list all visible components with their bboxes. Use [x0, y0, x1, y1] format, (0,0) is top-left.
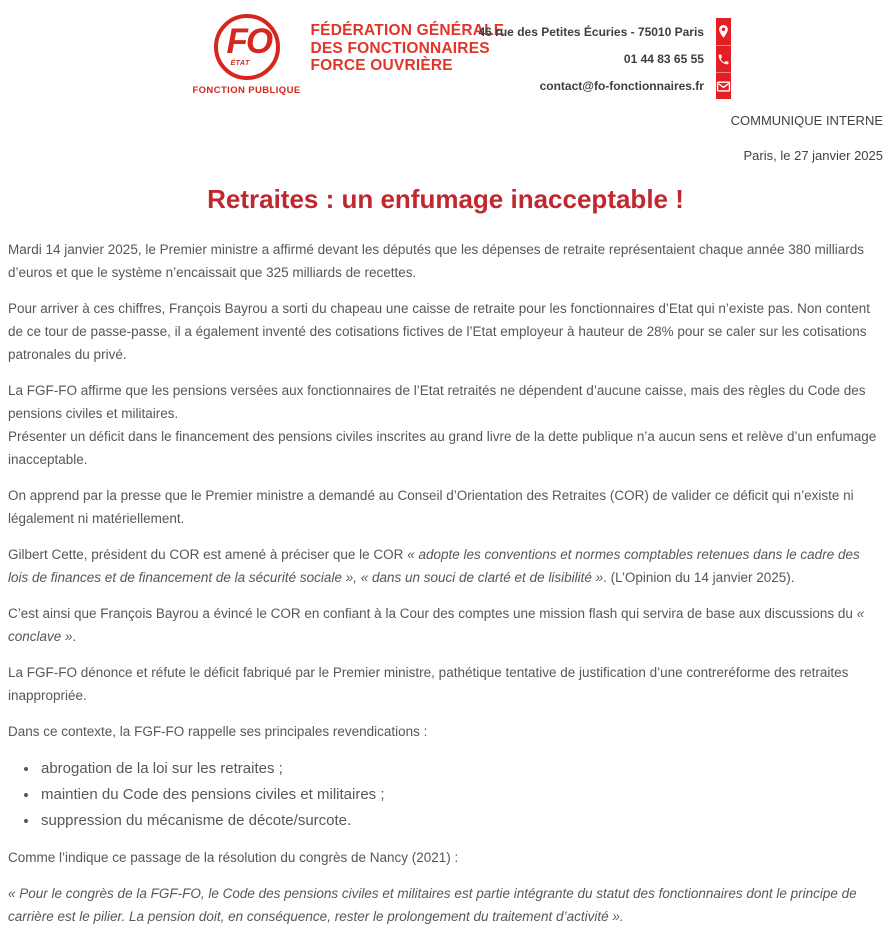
contact-icon-bar	[716, 18, 731, 99]
list-item-abrogation: • abrogation de la loi sur les retraites ;	[39, 756, 883, 782]
org-name-line2: DES FONCTIONNAIRES	[310, 39, 490, 57]
fo-logo-etat-text: ÉTAT	[230, 60, 250, 67]
paragraph-revendications-intro	[8, 720, 883, 743]
dateline: Paris, le 27 janvier 2025	[743, 148, 883, 163]
paragraph-text: La FGF-FO dénonce et réfute le déficit fabriqué par le Premier ministre, pathétique tentative de justification d’une contreréforme des retraites inappropriée.	[8, 665, 849, 703]
contact-address: 46 rue des Petites Écuries - 75010 Paris	[478, 24, 704, 39]
contact-block	[479, 8, 716, 99]
paragraph-text: C’est ainsi que François Bayrou a évincé le COR en confiant à la Cour des comptes une mission flash qui servira de base aux discussions du	[8, 606, 857, 621]
org-name-line1: FÉDÉRATION GÉNÉRALE	[310, 22, 505, 39]
fo-logo-text: FO	[226, 22, 272, 61]
fo-logo-circle	[214, 14, 280, 80]
paragraph-gilbert-cette	[8, 543, 883, 589]
document-meta	[8, 113, 883, 163]
paragraph-resolution-quote	[8, 882, 883, 928]
paragraph-text: Gilbert Cette, président du COR est amené à préciser que le COR	[8, 547, 408, 562]
revendications-list	[8, 756, 883, 834]
contact-email: contact@fo-fonctionnaires.fr	[539, 78, 704, 93]
contact-phone: 01 44 83 65 55	[623, 51, 704, 66]
document-title: Retraites : un enfumage inacceptable !	[207, 184, 684, 214]
document-body	[8, 238, 883, 928]
fonction-publique-label: FONCTION PUBLIQUE	[192, 85, 301, 96]
fo-logo	[192, 8, 301, 96]
communique-page	[0, 8, 891, 928]
paragraph-bayrou-caisse	[8, 297, 883, 366]
paragraph-text: Comme l’indique ce passage de la résolution du congrès de Nancy (2021) :	[8, 850, 459, 865]
organization-name	[310, 8, 505, 75]
envelope-icon	[716, 72, 731, 99]
paragraph-congres-nancy-intro	[8, 846, 883, 869]
paragraph-text: Pour arriver à ces chiffres, François Bayrou a sorti du chapeau une caisse de retraite pour les fonctionnaires d’Etat qui n’existe pas. Non content de ce tour de passe-passe, il a également inventé des cotisations fictives de l’Etat employeur à hauteur de 28% pour se caler sur les cotisations patronales du privé.	[8, 301, 870, 362]
document-type-label: COMMUNIQUE INTERNE	[730, 113, 883, 128]
paragraph-text: Dans ce contexte, la FGF-FO rappelle ses principales revendications :	[8, 724, 428, 739]
quote-italic: « Pour le congrès de la FGF-FO, le Code des pensions civiles et militaires est partie intégrante du statut des fonctionnaires dont le principe de carrière est le pilier. La pension doit, en conséquence, rester le prolongement du traitement d’activité ».	[8, 886, 857, 924]
paragraph-text: On apprend par la presse que le Premier ministre a demandé au Conseil d’Orientation des Retraites (COR) de valider ce déficit qui n’existe ni légalement ni matériellement.	[8, 488, 854, 526]
paragraph-cour-des-comptes	[8, 602, 883, 648]
paragraph-text: Présenter un déficit dans le financement des pensions civiles inscrites au grand livre de la dette publique n’a aucun sens et relève d’un enfumage inacceptable.	[8, 429, 877, 467]
list-item-suppression: • suppression du mécanisme de décote/surcote.	[39, 808, 883, 834]
paragraph-fgf-fo-affirme	[8, 379, 883, 471]
paragraph-text: Mardi 14 janvier 2025, le Premier ministre a affirmé devant les députés que les dépenses de retraite représentaient chaque année 380 milliards d’euros et que le système n’encaissait que 325 milliards de recettes.	[8, 242, 864, 280]
letterhead	[192, 8, 704, 99]
quote-italic: « adopte les conventions et normes comptables retenues dans le cadre des lois de finances et de financement de la sécurité sociale », « dans un souci de clarté et de lisibilité »	[8, 547, 860, 585]
org-name-line3: FORCE OUVRIÈRE	[310, 57, 453, 74]
list-item-maintien: • maintien du Code des pensions civiles et militaires ;	[39, 782, 883, 808]
paragraph-premier-ministre	[8, 238, 883, 284]
phone-icon	[716, 45, 731, 72]
paragraph-text: . (L’Opinion du 14 janvier 2025).	[603, 570, 795, 585]
paragraph-cor-valider	[8, 484, 883, 530]
quote-italic: « conclave »	[8, 606, 865, 644]
location-pin-icon	[716, 18, 731, 45]
paragraph-text: La FGF-FO affirme que les pensions versées aux fonctionnaires de l’Etat retraités ne dépendent d’aucune caisse, mais des règles du Code des pensions civiles et militaires.	[8, 383, 866, 421]
paragraph-text: .	[72, 629, 77, 644]
paragraph-denonce-refute	[8, 661, 883, 707]
